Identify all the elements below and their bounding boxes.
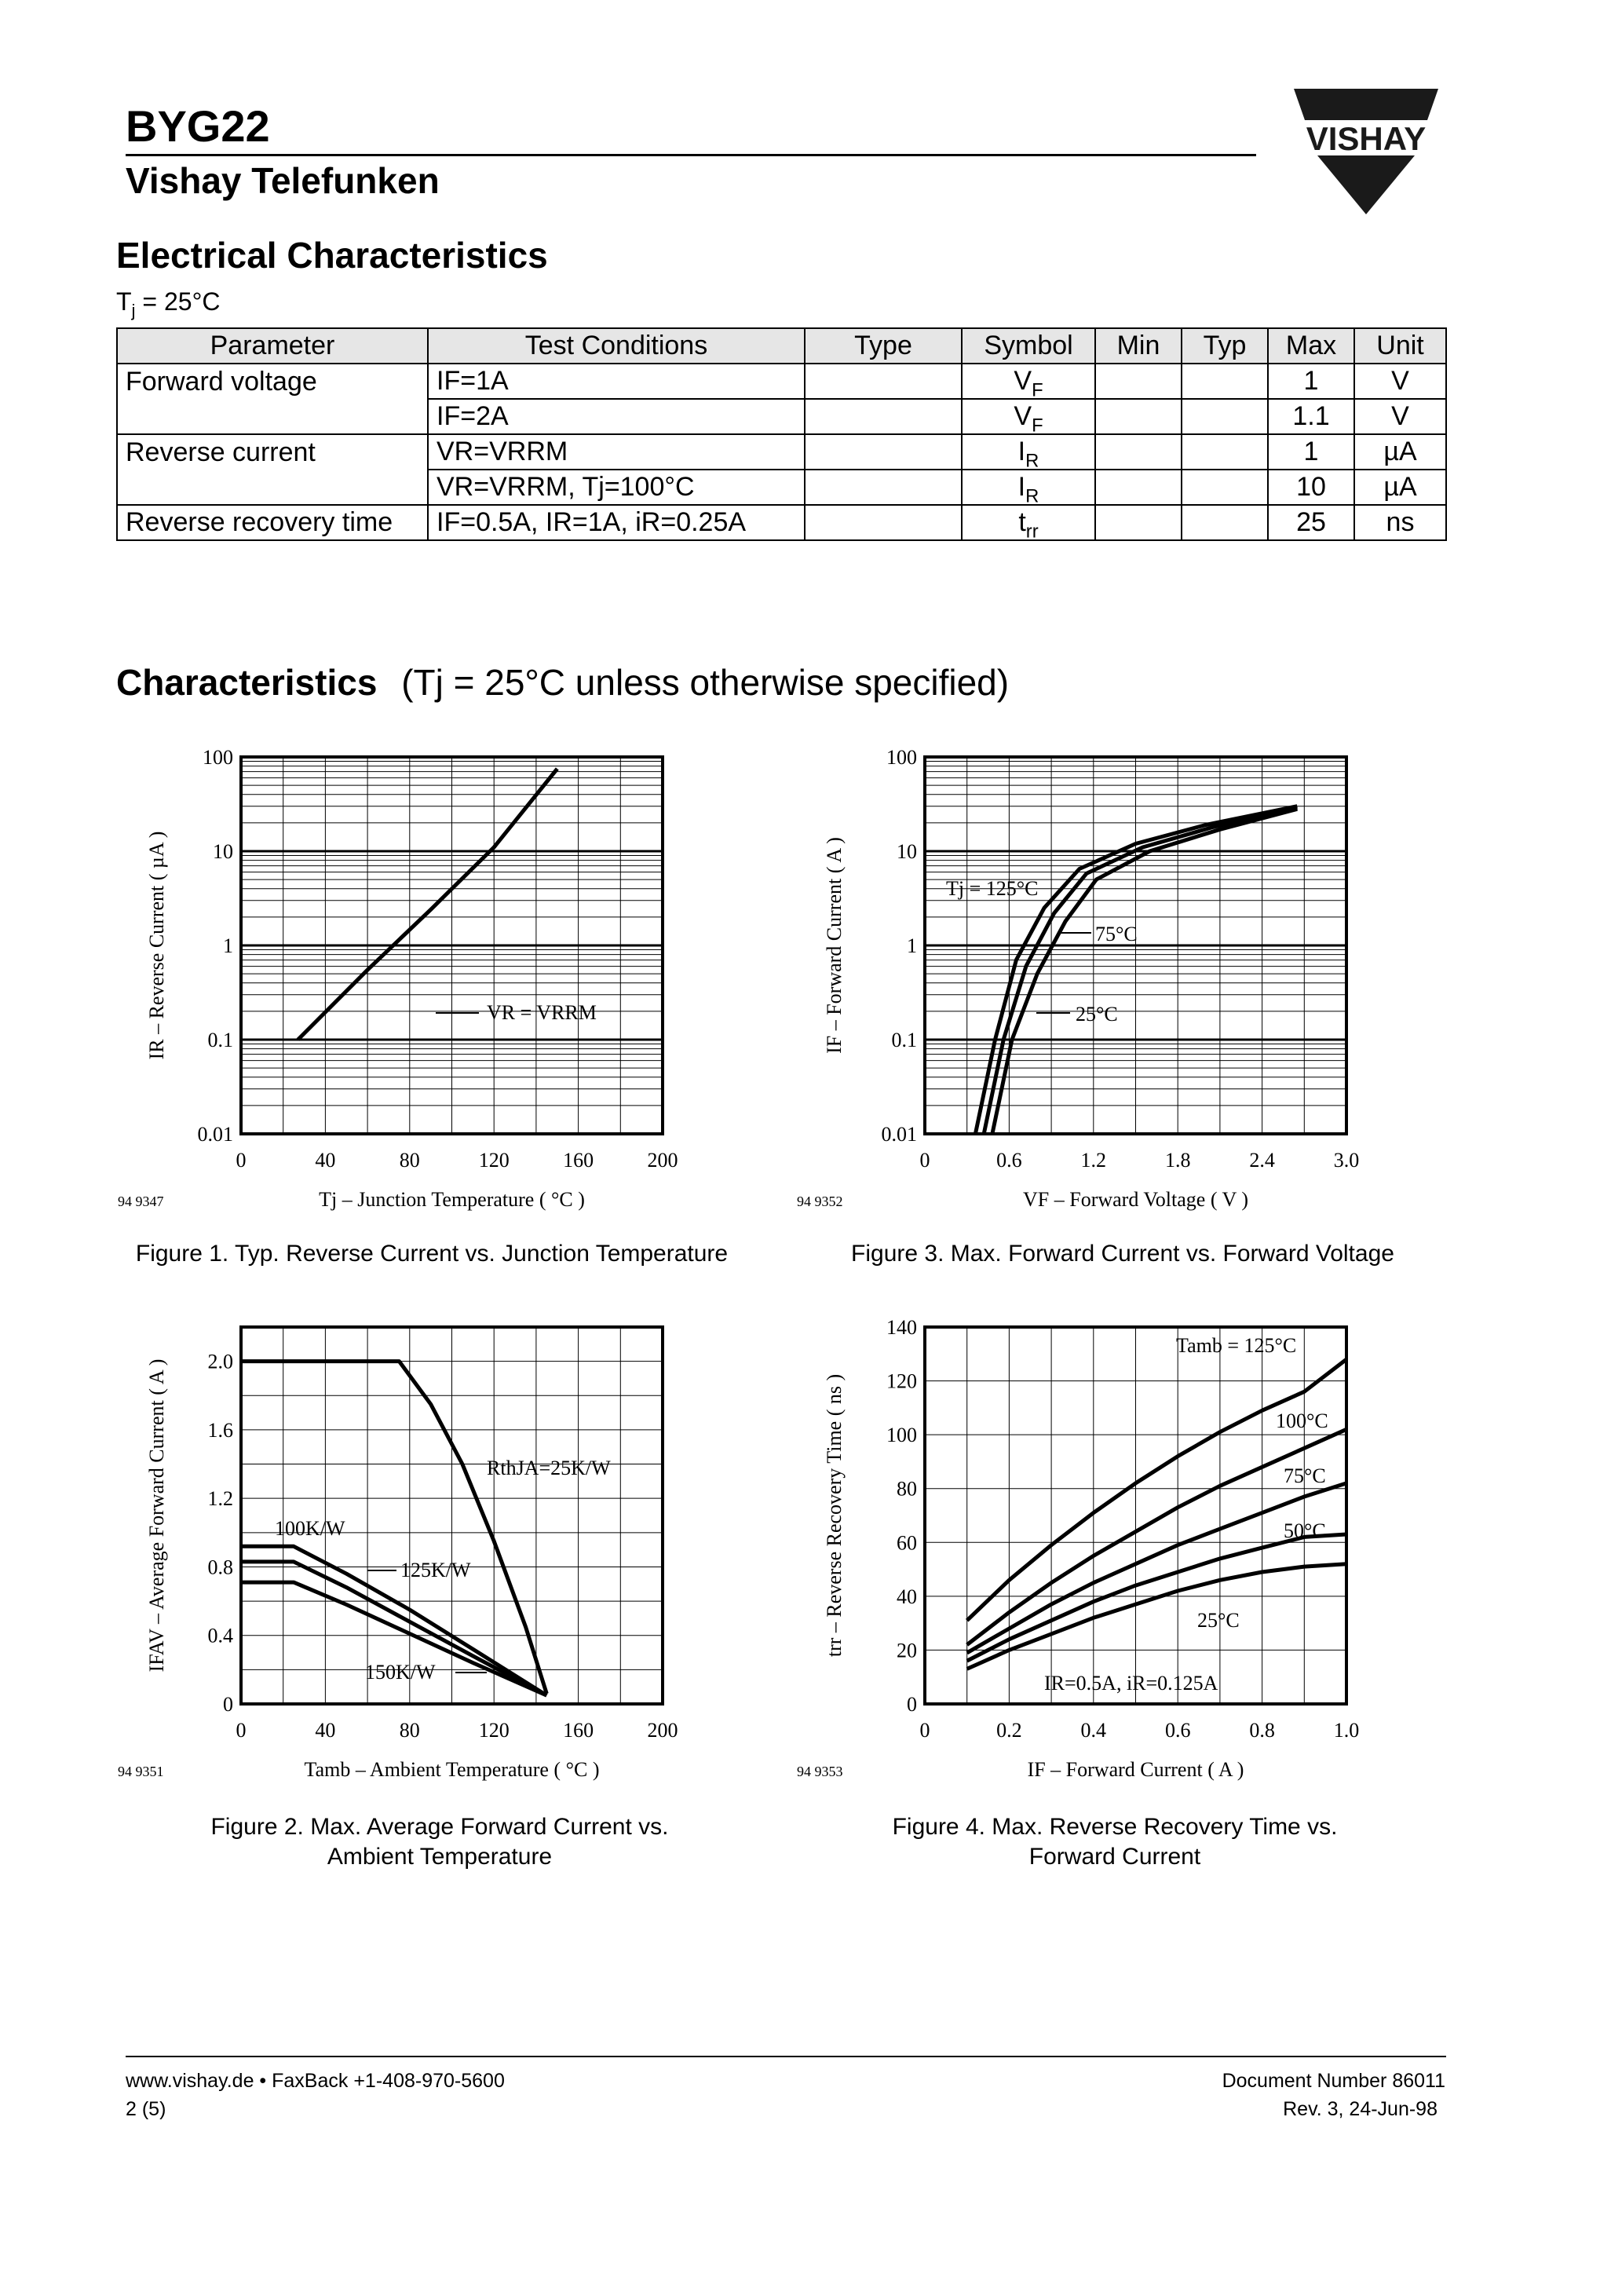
param-cell: Reverse current <box>117 434 428 470</box>
figure-id: 94 9351 <box>118 1764 164 1779</box>
series-label: 100K/W <box>275 1517 345 1540</box>
chart-grid <box>241 757 663 1134</box>
figure-1 <box>118 730 714 1233</box>
type-cell <box>805 470 962 505</box>
y-tick-label: 60 <box>897 1531 917 1555</box>
unit-cell: V <box>1354 399 1446 434</box>
y-tick-label: 1 <box>223 934 233 957</box>
table-row <box>117 434 1446 470</box>
table-row <box>117 399 1446 434</box>
y-tick-label: 80 <box>897 1477 917 1501</box>
x-axis-label: IF – Forward Current ( A ) <box>1027 1758 1244 1781</box>
x-tick-label: 0.2 <box>996 1719 1022 1742</box>
x-tick-label: 200 <box>647 1149 678 1172</box>
x-tick-label: 0.8 <box>1249 1719 1275 1742</box>
unit-cell: ns <box>1354 505 1446 540</box>
series-label: RthJA=25K/W <box>487 1457 611 1479</box>
symbol-cell: $I_R$ <box>962 434 1095 470</box>
x-tick-label: 0.4 <box>1080 1719 1107 1742</box>
series-line <box>298 769 557 1040</box>
max-cell: 1.1 <box>1268 399 1354 434</box>
footer-page: 2 (5) <box>126 2098 166 2120</box>
chart-grid <box>925 1327 1346 1704</box>
figure-3-caption: Figure 3. Max. Forward Current vs. Forward Voltage <box>851 1241 1394 1267</box>
y-axis-label: IF – Forward Current ( A ) <box>823 837 846 1054</box>
x-tick-label: 0 <box>236 1149 247 1172</box>
min-cell <box>1095 505 1182 540</box>
series-label: 150K/W <box>365 1661 436 1684</box>
y-tick-label: 1.2 <box>207 1487 233 1511</box>
param-cell: Reverse recovery time <box>117 505 428 540</box>
y-tick-label: 0.01 <box>881 1123 917 1146</box>
max-cell: 1 <box>1268 364 1354 399</box>
x-tick-label: 0 <box>236 1719 247 1742</box>
x-tick-label: 1.2 <box>1080 1149 1107 1172</box>
x-tick-label: 80 <box>399 1149 420 1172</box>
y-tick-label: 40 <box>897 1585 917 1608</box>
max-cell: 10 <box>1268 470 1354 505</box>
y-tick-label: 20 <box>897 1639 917 1662</box>
col-test-conditions: Test Conditions <box>428 328 805 364</box>
figure-4-caption: Figure 4. Max. Reverse Recovery Time vs. Forward Current <box>892 1814 1338 1870</box>
svg-text:VISHAY: VISHAY <box>1306 120 1427 157</box>
table-row <box>117 470 1446 505</box>
x-axis-label: Tj – Junction Temperature ( °C ) <box>319 1188 585 1211</box>
typ-cell <box>1182 434 1268 470</box>
max-cell: 25 <box>1268 505 1354 540</box>
y-tick-label: 1 <box>907 934 917 957</box>
symbol-cell: $V_F$ <box>962 399 1095 434</box>
x-tick-label: 0 <box>919 1719 930 1742</box>
typ-cell <box>1182 399 1268 434</box>
x-axis-label: VF – Forward Voltage ( V ) <box>1023 1188 1248 1211</box>
x-axis-label: Tamb – Ambient Temperature ( °C ) <box>304 1758 600 1781</box>
min-cell <box>1095 434 1182 470</box>
max-cell: 1 <box>1268 434 1354 470</box>
min-cell <box>1095 364 1182 399</box>
y-tick-label: 2.0 <box>207 1350 233 1373</box>
typ-cell <box>1182 364 1268 399</box>
electrical-condition: $T_j = 25^\circ C$ <box>116 287 221 320</box>
series-line <box>992 809 1297 1134</box>
col-parameter: Parameter <box>117 328 428 364</box>
y-tick-label: 0.1 <box>207 1029 233 1051</box>
y-tick-label: 1.6 <box>207 1418 233 1442</box>
y-tick-label: 10 <box>897 840 917 863</box>
x-tick-label: 1.0 <box>1333 1719 1360 1742</box>
chart-annotation: VR = VRRM <box>487 1001 597 1024</box>
y-tick-label: 0.01 <box>197 1123 233 1146</box>
type-cell <box>805 399 962 434</box>
table-header-row <box>117 328 1446 364</box>
x-tick-label: 160 <box>563 1719 594 1742</box>
symbol-cell: $V_F$ <box>962 364 1095 399</box>
condition-cell: IF=2A <box>428 399 805 434</box>
y-tick-label: 100 <box>886 1424 917 1447</box>
series-label: 25°C <box>1197 1609 1240 1632</box>
series-label: Tj = 125°C <box>946 877 1039 900</box>
condition-cell: IF=0.5A, IR=1A, iR=0.25A <box>428 505 805 540</box>
unit-cell: µA <box>1354 470 1446 505</box>
condition-cell: VR=VRRM, Tj=100°C <box>428 470 805 505</box>
param-cell <box>117 399 428 434</box>
typ-cell <box>1182 470 1268 505</box>
col-symbol: Symbol <box>962 328 1095 364</box>
y-tick-label: 0.1 <box>891 1029 917 1051</box>
x-tick-label: 160 <box>563 1149 594 1172</box>
col-min: Min <box>1095 328 1182 364</box>
x-tick-label: 3.0 <box>1333 1149 1360 1172</box>
figure-3 <box>797 730 1409 1233</box>
manufacturer-name: Vishay Telefunken <box>126 160 440 201</box>
x-tick-label: 0.6 <box>1164 1719 1191 1742</box>
y-axis-label: IR – Reverse Current ( µA ) <box>145 831 168 1060</box>
y-tick-label: 0 <box>907 1693 917 1716</box>
min-cell <box>1095 470 1182 505</box>
x-tick-label: 0.6 <box>996 1149 1022 1172</box>
y-tick-label: 0 <box>223 1693 233 1716</box>
y-axis-label: trr – Reverse Recovery Time ( ns ) <box>823 1373 846 1658</box>
figure-2 <box>118 1303 714 1806</box>
x-tick-label: 120 <box>478 1719 510 1742</box>
figure-1-caption: Figure 1. Typ. Reverse Current vs. Junction Temperature <box>135 1241 729 1267</box>
col-max: Max <box>1268 328 1354 364</box>
series-line <box>967 1359 1346 1621</box>
y-tick-label: 0.8 <box>207 1556 233 1579</box>
type-cell <box>805 434 962 470</box>
symbol-cell: $I_R$ <box>962 470 1095 505</box>
param-cell <box>117 470 428 505</box>
x-tick-label: 0 <box>919 1149 930 1172</box>
x-tick-label: 120 <box>478 1149 510 1172</box>
symbol-cell: $t_{rr}$ <box>962 505 1095 540</box>
x-tick-label: 40 <box>315 1149 336 1172</box>
y-axis-label: IFAV – Average Forward Current ( A ) <box>145 1358 168 1673</box>
series-label: 125K/W <box>400 1559 471 1581</box>
y-tick-label: 120 <box>886 1369 917 1393</box>
param-cell: Forward voltage <box>117 364 428 399</box>
min-cell <box>1095 399 1182 434</box>
y-tick-label: 100 <box>203 746 233 769</box>
characteristics-heading <box>116 661 1009 704</box>
x-tick-label: 1.8 <box>1164 1149 1191 1172</box>
part-number: BYG22 <box>126 101 270 151</box>
footer-revision: Rev. 3, 24-Jun-98 <box>1283 2098 1438 2120</box>
table-row <box>117 364 1446 399</box>
footer-rule <box>126 2056 1446 2057</box>
x-tick-label: 80 <box>399 1719 420 1742</box>
y-tick-label: 140 <box>886 1316 917 1339</box>
characteristics-title: Characteristics <box>116 662 378 703</box>
condition-cell: IF=1A <box>428 364 805 399</box>
figure-id: 94 9353 <box>797 1764 843 1779</box>
series-label: 75°C <box>1095 923 1138 945</box>
electrical-table <box>116 327 1447 541</box>
characteristics-condition: (Tj = 25°C unless otherwise specified) <box>401 662 1010 703</box>
y-tick-label: 0.4 <box>207 1624 233 1647</box>
footer-website: www.vishay.de • FaxBack +1-408-970-5600 <box>126 2070 505 2092</box>
col-unit: Unit <box>1354 328 1446 364</box>
typ-cell <box>1182 505 1268 540</box>
unit-cell: µA <box>1354 434 1446 470</box>
col-typ: Typ <box>1182 328 1268 364</box>
series-label: 50°C <box>1284 1519 1326 1542</box>
header-rule <box>126 154 1256 156</box>
type-cell <box>805 364 962 399</box>
figure-id: 94 9352 <box>797 1194 843 1209</box>
table-row <box>117 505 1446 540</box>
y-tick-label: 100 <box>886 746 917 769</box>
col-type: Type <box>805 328 962 364</box>
series-label: 25°C <box>1076 1003 1118 1026</box>
electrical-heading: Electrical Characteristics <box>116 235 548 276</box>
figure-2-caption: Figure 2. Max. Average Forward Current vs. Ambient Temperature <box>210 1814 669 1870</box>
vishay-logo <box>1288 89 1445 218</box>
y-tick-label: 10 <box>213 840 233 863</box>
unit-cell: V <box>1354 364 1446 399</box>
x-tick-label: 200 <box>647 1719 678 1742</box>
series-label: 100°C <box>1276 1409 1328 1432</box>
x-tick-label: 40 <box>315 1719 336 1742</box>
series-label: 75°C <box>1284 1464 1326 1487</box>
series-label: Tamb = 125°C <box>1176 1334 1297 1357</box>
chart-grid <box>241 1327 663 1704</box>
type-cell <box>805 505 962 540</box>
condition-cell: VR=VRRM <box>428 434 805 470</box>
figure-4 <box>797 1303 1409 1806</box>
chart-annotation: IR=0.5A, iR=0.125A <box>1044 1672 1218 1695</box>
figure-id: 94 9347 <box>118 1194 164 1209</box>
footer-document-number: Document Number 86011 <box>1222 2070 1445 2092</box>
x-tick-label: 2.4 <box>1249 1149 1275 1172</box>
